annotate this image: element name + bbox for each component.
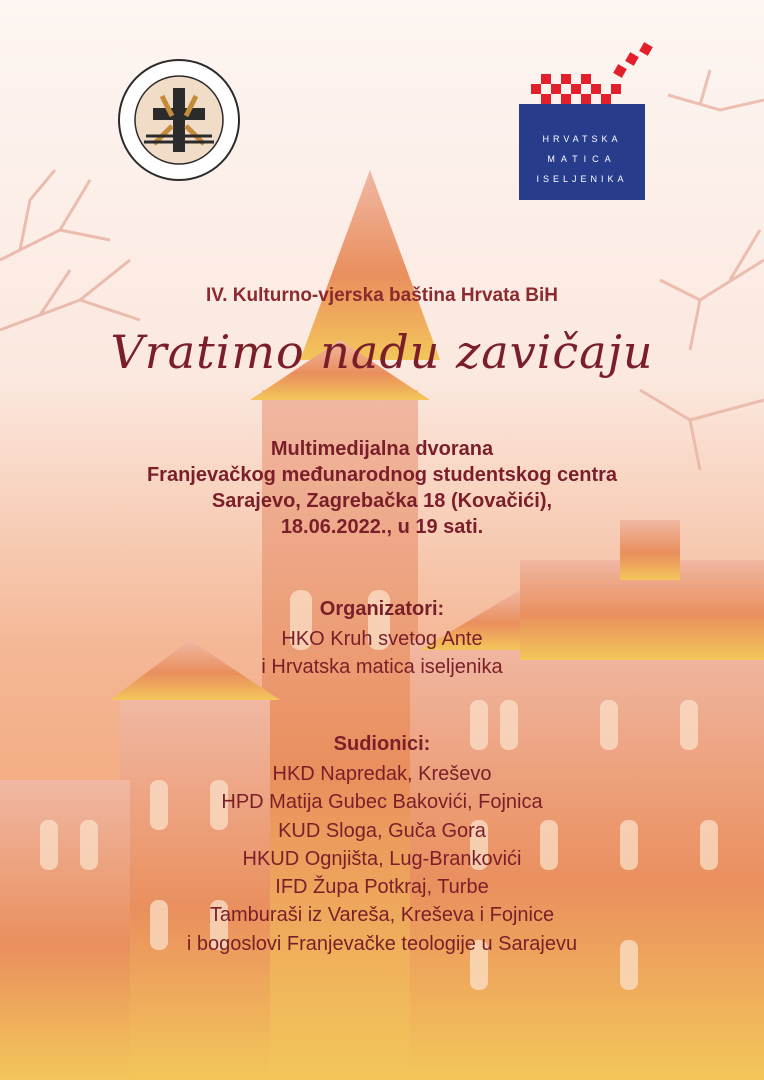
logo-text-line-2: MATICA: [547, 154, 617, 164]
event-series-subtitle: IV. Kulturno-vjerska baština Hrvata BiH: [206, 285, 558, 306]
participants-heading: Sudionici:: [333, 733, 431, 755]
participants-list: [0, 760, 764, 958]
venue-line: Sarajevo, Zagrebačka 18 (Kovačići),: [211, 490, 553, 512]
hrvatska-matica-iseljenika-logo: [515, 40, 665, 200]
participant-line: HKD Napredak, Kreševo: [272, 763, 492, 785]
participant-line: KUD Sloga, Guča Gora: [278, 819, 486, 842]
participant-line: HPD Matija Gubec Bakovići, Fojnica: [221, 791, 543, 814]
hko-kruh-svetog-ante-logo: [114, 54, 244, 194]
venue-block: [0, 436, 764, 540]
venue-line: Multimedijalna dvorana: [270, 438, 494, 460]
organizer-line: HKO Kruh svetog Ante: [281, 628, 483, 650]
participant-line: i bogoslovi Franjevačke teologije u Sarajevu: [186, 932, 578, 955]
participant-line: HKUD Ognjišta, Lug-Brankovići: [242, 847, 522, 870]
participant-line: Tamburaši iz Vareša, Kreševa i Fojnice: [209, 904, 555, 927]
logo-text-line-1: HRVATSKA: [542, 134, 622, 144]
organizer-line: i Hrvatska matica iseljenika: [261, 656, 503, 678]
organizers-heading: Organizatori:: [319, 598, 445, 620]
venue-line: Franjevačkog međunarodnog studentskog centra: [146, 464, 618, 486]
event-title: Vratimo nadu zavičaju: [110, 325, 654, 379]
venue-line: 18.06.2022., u 19 sati.: [280, 516, 484, 538]
logo-text-line-3: ISELJENIKA: [536, 174, 628, 184]
participant-line: IFD Župa Potkraj, Turbe: [275, 876, 489, 899]
